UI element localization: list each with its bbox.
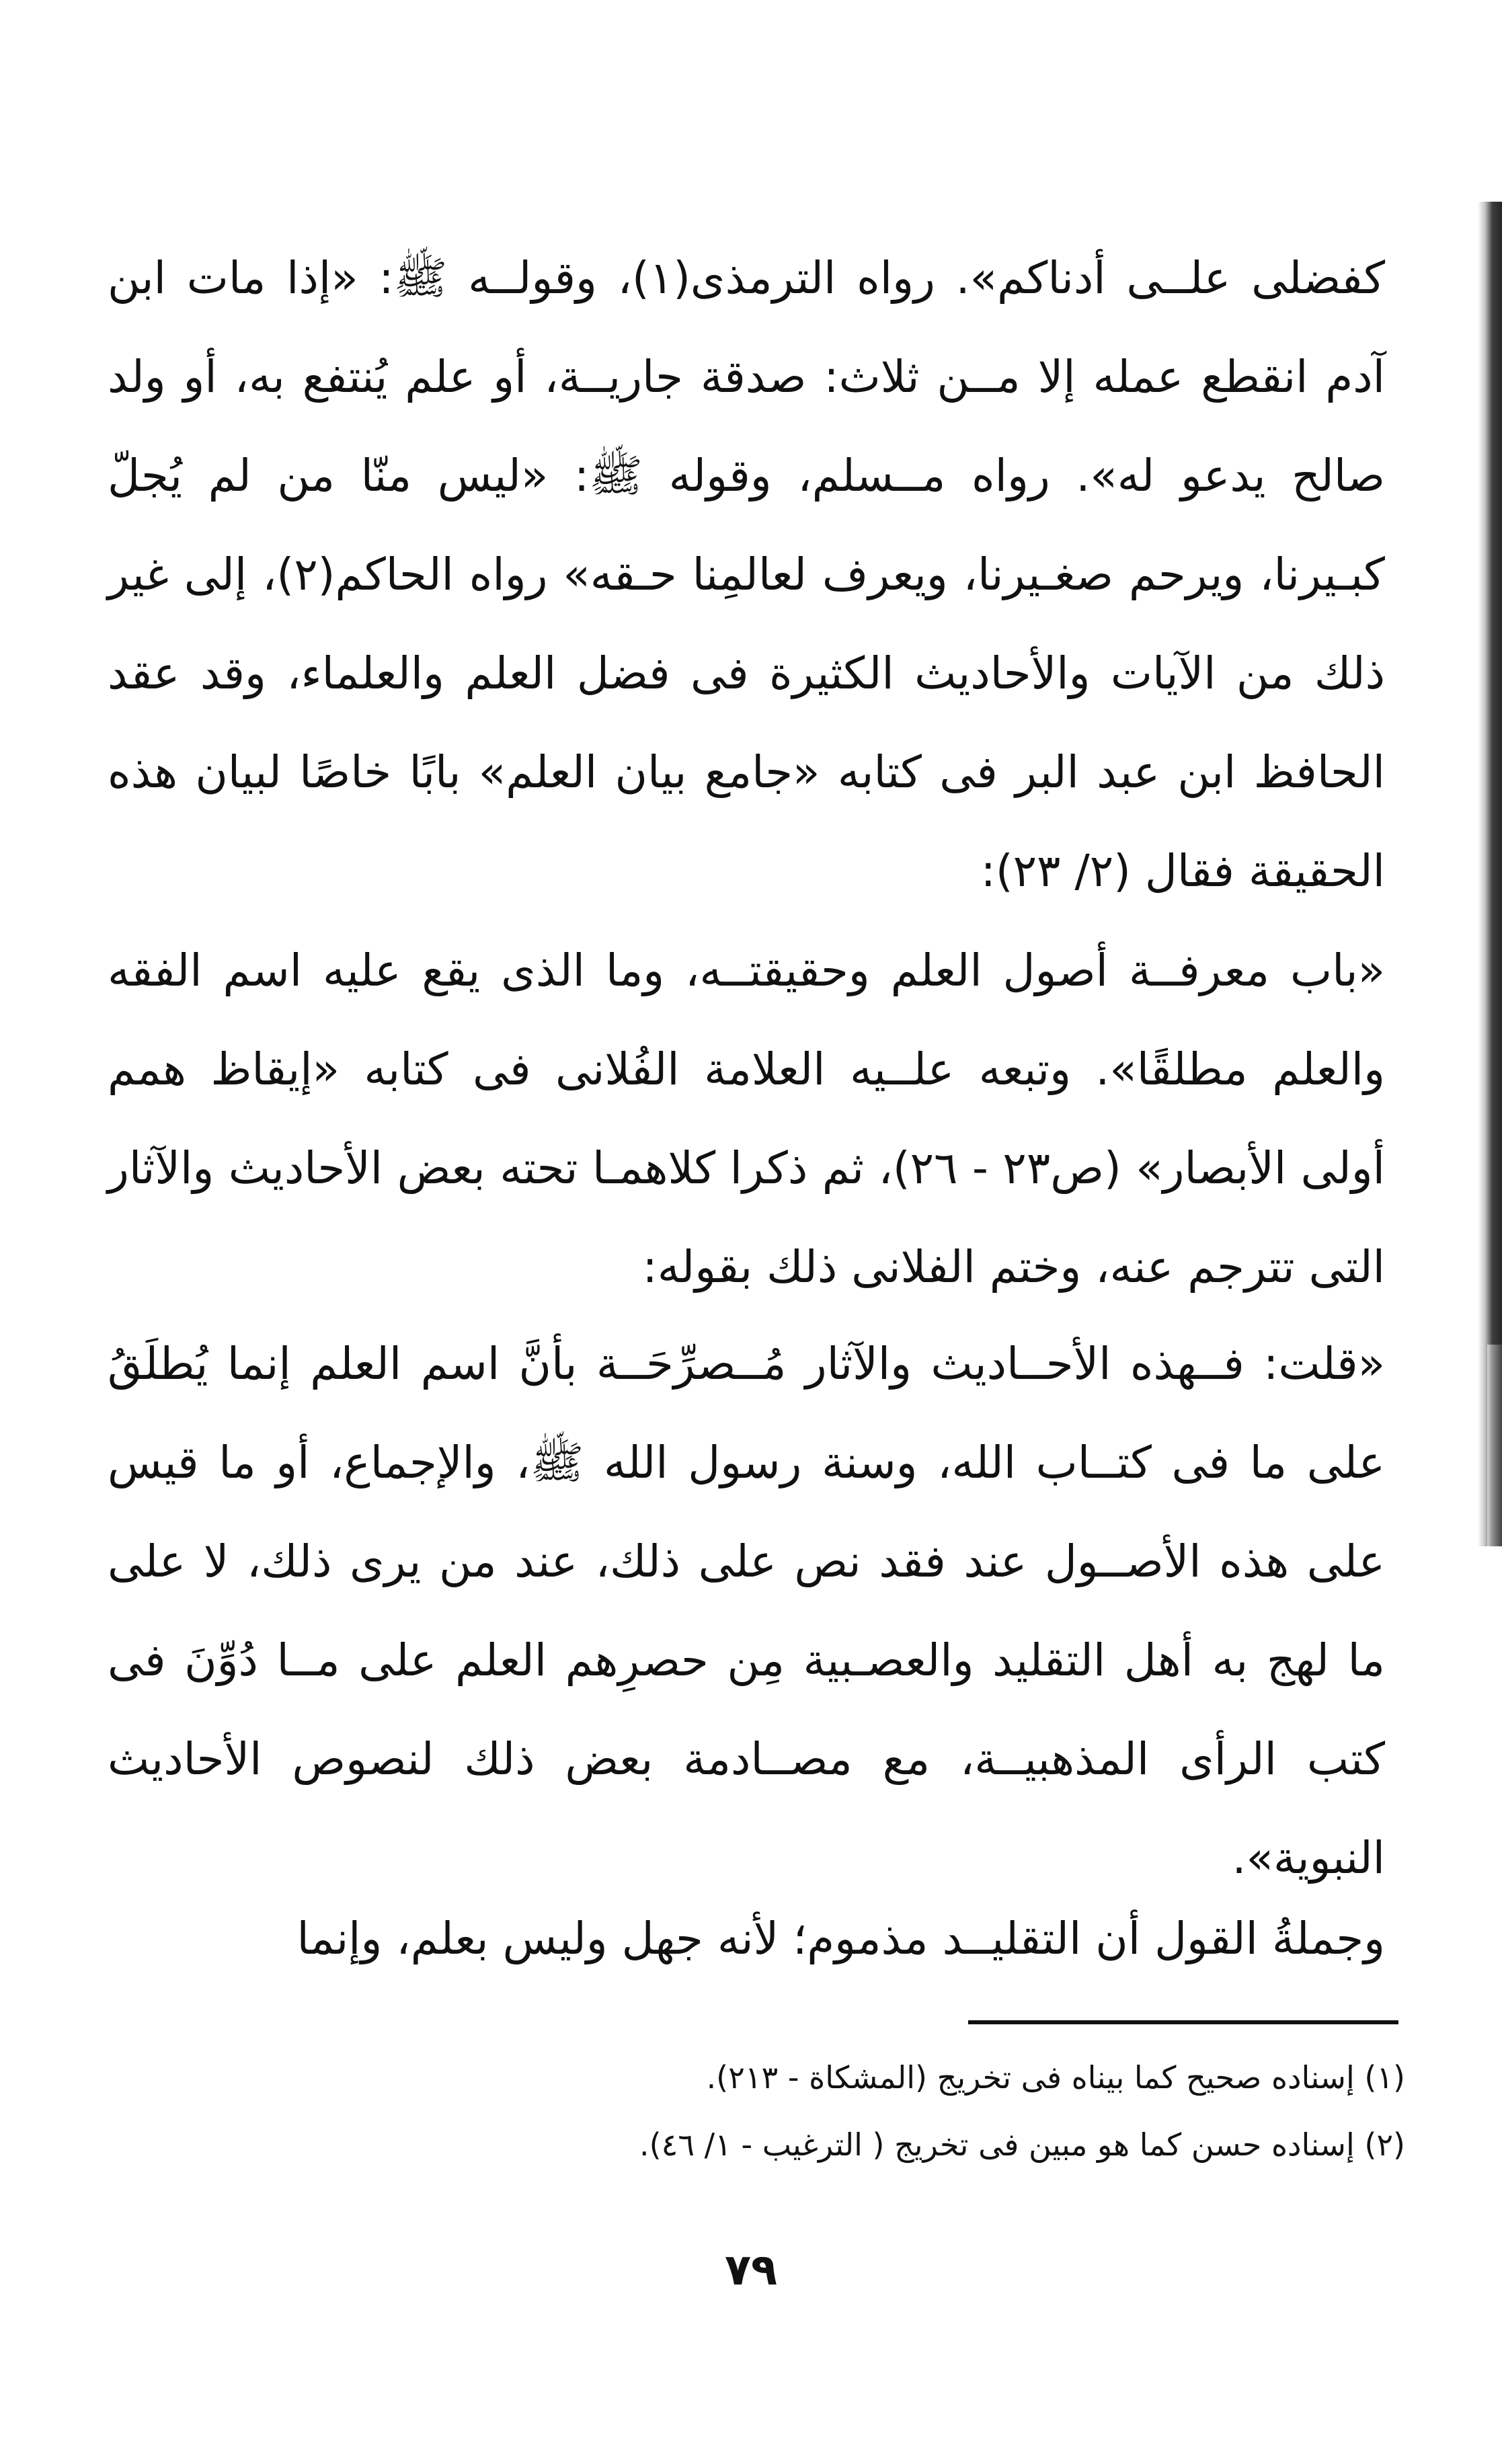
page-number: ٧٩ [724, 2246, 778, 2295]
footnote-1: (١) إسناده صحيح كما بيناه فى تخريج (المشكاة - ٢١٣). [706, 2059, 1405, 2096]
paragraph-2 [108, 921, 1385, 1316]
footnote-2: (٢) إسناده حسن كما هو مبين فى تخريج ( الترغيب - ١/ ٤٦). [639, 2127, 1405, 2163]
paragraph-3-text: «قلت: فــهذه الأحــاديث والآثار مُــصرِّحَــة بأنَّ اسم العلم إنما يُطلَقُ على ما فى كتــاب الله، وسنة رسول الله ﷺ، والإجماع، أو ما قيس على هذه الأصــول عند فقد نص على ذلك، عند من يرى ذلك، لا على ما لهج به أهل التقليد والعصـبية مِن حصرِهم العلم على مــا دُوِّنَ فى كتب الرأى المذهبيــة، مع مصــادمة بعض ذلك لنصوص الأحاديث النبوية». [108, 1338, 1385, 1884]
footnote-divider [968, 2020, 1398, 2024]
paragraph-4 [108, 1889, 1385, 1988]
footnotes [202, 2044, 1405, 2178]
paragraph-4-text: وجملةُ القول أن التقليــد مذموم؛ لأنه جهل وليس بعلم، وإنما [297, 1913, 1385, 1964]
paragraph-1 [108, 229, 1385, 920]
paragraph-1-text: كفضلى علــى أدناكم». رواه الترمذى(١)، وقولــه ﷺ: «إذا مات ابن آدم انقطع عمله إلا مــن ثلاث: صدقة جاريــة، أو علم يُنتفع به، أو ولد صالح يدعو له». رواه مــسلم، وقوله ﷺ: «ليس منّا من لم يُجلّ كبـيرنا، ويرحم صغـيرنا، ويعرف لعالمِنا حـقه» رواه الحاكم(٢)، إلى غير ذلك من الآيات والأحاديث الكثيرة فى فضل العلم والعلماء، وقد عقد الحافظ ابن عبد البر فى كتابه «جامع بيان العلم» بابًا خاصًا لبيان هذه الحقيقة فقال (٢/ ٢٣): [108, 252, 1385, 897]
scan-shadow-edge-lower [1487, 1345, 1502, 1546]
paragraph-3 [108, 1314, 1385, 1907]
paragraph-2-text: «باب معرفــة أصول العلم وحقيقتــه، وما الذى يقع عليه اسم الفقه والعلم مطلقًا». وتبعه علــيه العلامة الفُلانى فى كتابه «إيقاظ همم أولى الأبصار» (ص٢٣ - ٢٦)، ثم ذكرا كلاهمـا تحته بعض الأحاديث والآثار التى تترجم عنه، وختم الفلانى ذلك بقوله: [108, 945, 1386, 1293]
